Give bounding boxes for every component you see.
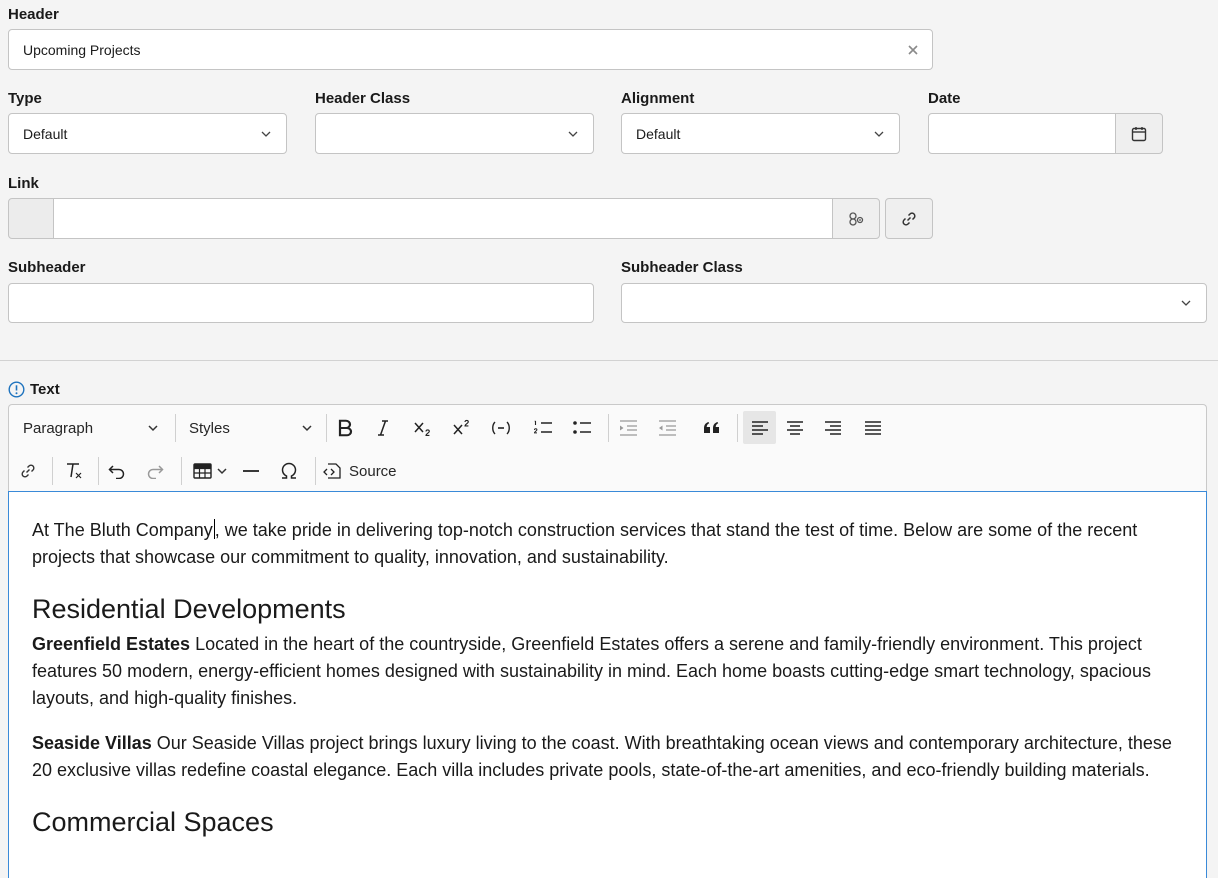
horizontal-line-button[interactable] xyxy=(236,456,266,486)
undo-icon xyxy=(108,463,126,479)
link-type-indicator xyxy=(8,198,54,239)
alignment-label: Alignment xyxy=(621,90,695,107)
chevron-down-icon xyxy=(873,128,885,140)
horizontal-line-icon xyxy=(242,463,260,479)
subheader-input[interactable] xyxy=(8,283,594,323)
intro-text-end: , we take pride in delivering top-notch construction services that stand the test of time. Below are some of the recent projects that showcase our commitment to quality, innovation, and sustainability. xyxy=(32,520,1138,567)
align-left-button[interactable] xyxy=(743,411,776,444)
section-divider xyxy=(0,360,1218,361)
justify-icon xyxy=(864,420,882,436)
clear-icon[interactable] xyxy=(908,45,918,55)
insert-table-button[interactable] xyxy=(187,456,233,486)
subscript-button[interactable] xyxy=(407,413,439,443)
outdent-icon xyxy=(657,419,677,437)
project-name: Greenfield Estates xyxy=(32,634,191,654)
link-options-button[interactable] xyxy=(832,198,880,239)
type-select-value: Default xyxy=(23,125,68,142)
superscript-button[interactable] xyxy=(446,413,478,443)
table-icon xyxy=(193,462,213,480)
redo-icon xyxy=(146,463,164,479)
link-input[interactable] xyxy=(53,198,833,239)
toolbar-separator xyxy=(608,414,609,442)
date-picker-button[interactable] xyxy=(1115,113,1163,154)
type-label: Type xyxy=(8,90,42,107)
bold-icon xyxy=(337,419,353,437)
align-right-button[interactable] xyxy=(817,413,849,443)
toolbar-separator xyxy=(326,414,327,442)
link-settings-icon xyxy=(847,211,865,227)
intro-text-start: At The Bluth Company xyxy=(32,520,213,540)
alignment-select-value: Default xyxy=(636,125,681,142)
align-center-button[interactable] xyxy=(779,413,811,443)
chevron-down-icon xyxy=(147,422,159,434)
undo-button[interactable] xyxy=(102,456,132,486)
numbered-list-icon xyxy=(533,419,553,437)
bulleted-list-button[interactable] xyxy=(566,413,598,443)
source-button[interactable] xyxy=(323,456,407,486)
project-description: Our Seaside Villas project brings luxury living to the coast. With breathtaking ocean views and contemporary architecture, these 20 exclusive villas redefine coastal elegance. Each villa includes private pools, state-of-the-art amenities, and eco-friendly building materials. xyxy=(32,733,1172,780)
required-info-icon xyxy=(8,381,25,398)
header-input[interactable] xyxy=(8,29,933,70)
header-label: Header xyxy=(8,6,59,23)
source-label: Source xyxy=(349,462,397,480)
align-center-icon xyxy=(786,420,804,436)
justify-button[interactable] xyxy=(857,413,889,443)
outdent-button[interactable] xyxy=(651,413,683,443)
toolbar-separator xyxy=(181,457,182,485)
type-select[interactable] xyxy=(8,113,287,154)
project-paragraph xyxy=(32,730,1182,784)
indent-button[interactable] xyxy=(612,413,644,443)
subheader-class-select[interactable] xyxy=(621,283,1207,323)
project-name: Seaside Villas xyxy=(32,733,152,753)
toolbar-separator xyxy=(52,457,53,485)
subheader-label: Subheader xyxy=(8,259,86,276)
styles-label: Styles xyxy=(189,419,230,437)
editor-toolbar xyxy=(8,404,1207,492)
section-heading-commercial: Commercial Spaces xyxy=(32,807,274,837)
styles-dropdown[interactable] xyxy=(181,413,321,443)
text-label: Text xyxy=(30,381,60,398)
date-input[interactable] xyxy=(928,113,1117,154)
section-heading-residential: Residential Developments xyxy=(32,594,346,624)
omega-icon xyxy=(280,462,298,480)
italic-button[interactable] xyxy=(368,413,398,443)
toolbar-separator xyxy=(98,457,99,485)
chevron-down-icon xyxy=(216,465,228,477)
rich-text-editor[interactable] xyxy=(8,491,1207,878)
link-label: Link xyxy=(8,175,39,192)
align-right-icon xyxy=(824,420,842,436)
header-input-value: Upcoming Projects xyxy=(23,41,141,58)
toolbar-separator xyxy=(175,414,176,442)
subscript-icon xyxy=(413,419,433,437)
link-icon xyxy=(901,211,917,227)
soft-hyphen-icon xyxy=(490,419,512,437)
alignment-select[interactable] xyxy=(621,113,900,154)
source-icon xyxy=(323,462,343,480)
toolbar-separator xyxy=(315,457,316,485)
toolbar-separator xyxy=(737,414,738,442)
bulleted-list-icon xyxy=(572,419,592,437)
subheader-class-label: Subheader Class xyxy=(621,259,743,276)
numbered-list-button[interactable] xyxy=(527,413,559,443)
paragraph-format-dropdown[interactable] xyxy=(15,413,167,443)
indent-icon xyxy=(618,419,638,437)
insert-link-button[interactable] xyxy=(13,456,43,486)
superscript-icon xyxy=(452,419,472,437)
link-icon xyxy=(20,463,36,479)
chevron-down-icon xyxy=(1180,297,1192,309)
redo-button[interactable] xyxy=(140,456,170,486)
chevron-down-icon xyxy=(260,128,272,140)
paragraph-format-label: Paragraph xyxy=(23,419,94,437)
date-label: Date xyxy=(928,90,961,107)
chevron-down-icon xyxy=(301,422,313,434)
calendar-icon xyxy=(1131,126,1147,142)
remove-format-button[interactable] xyxy=(59,456,89,486)
special-characters-button[interactable] xyxy=(274,456,304,486)
soft-hyphen-button[interactable] xyxy=(485,413,517,443)
header-class-select[interactable] xyxy=(315,113,594,154)
quote-icon xyxy=(703,420,721,436)
bold-button[interactable] xyxy=(330,413,360,443)
remove-format-icon xyxy=(64,462,84,480)
project-paragraph xyxy=(32,631,1182,712)
align-left-icon xyxy=(751,420,769,436)
intro-paragraph xyxy=(32,517,1182,571)
chevron-down-icon xyxy=(567,128,579,140)
italic-icon xyxy=(376,419,390,437)
header-class-label: Header Class xyxy=(315,90,411,107)
project-description: Located in the heart of the countryside, Greenfield Estates offers a serene and family-friendly environment. This project features 50 modern, energy-efficient homes designed with sustainability in mind. Each home boasts cutting-edge smart technology, spacious layouts, and high-quality finishes. xyxy=(32,634,1151,708)
link-browser-button[interactable] xyxy=(885,198,933,239)
block-quote-button[interactable] xyxy=(696,413,728,443)
